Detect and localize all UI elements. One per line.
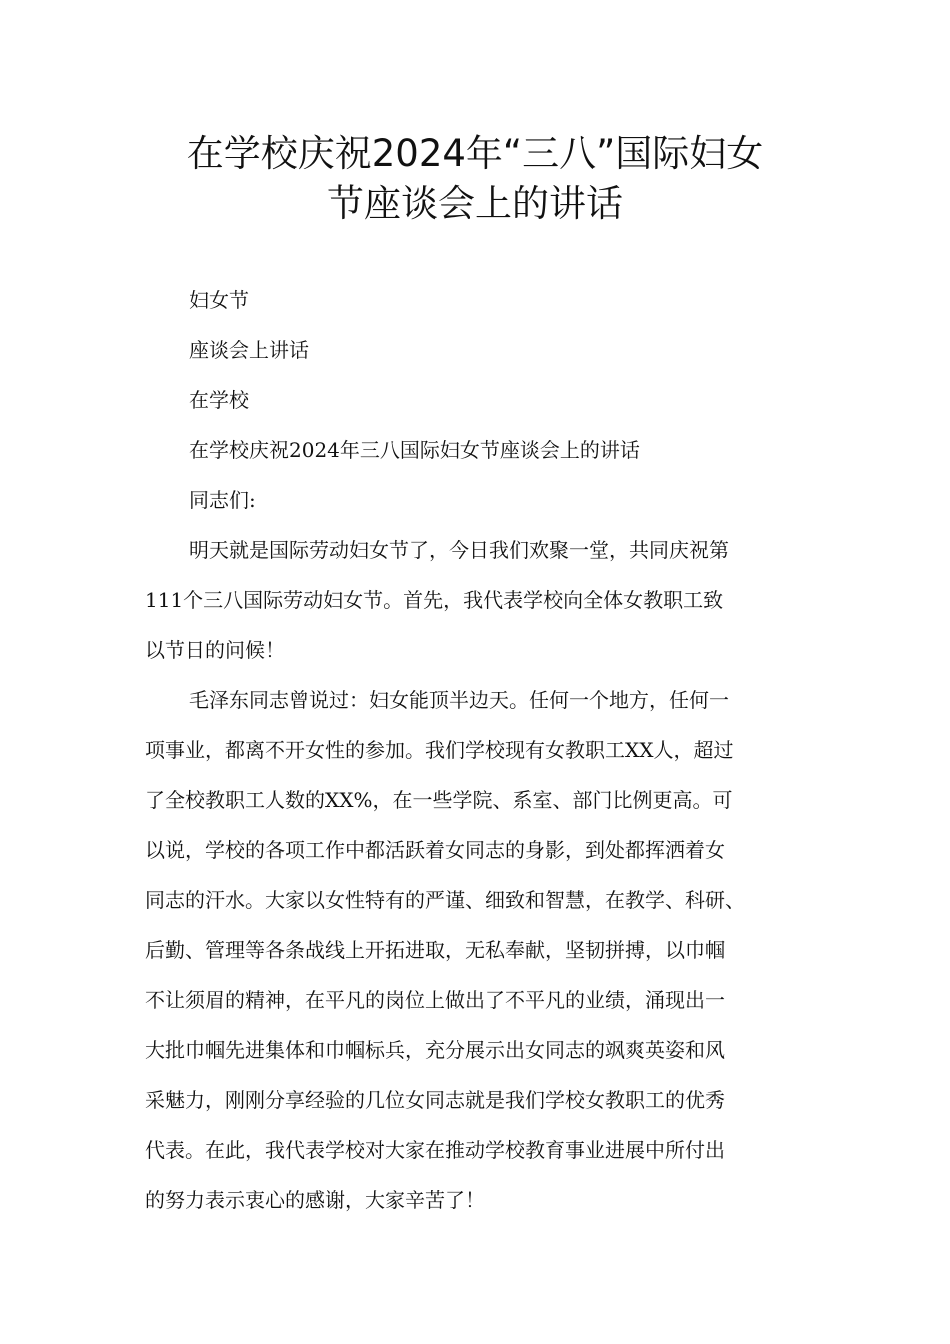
paragraph-line: 不让须眉的精神，在平凡的岗位上做出了不平凡的业绩，涌现出一 bbox=[145, 988, 725, 1012]
keyword-line: 在学校 bbox=[189, 388, 249, 412]
paragraph-line: 采魅力，刚刚分享经验的几位女同志就是我们学校女教职工的优秀 bbox=[145, 1088, 725, 1112]
keyword-line: 妇女节 bbox=[189, 288, 249, 312]
paragraph-line: 代表。在此，我代表学校对大家在推动学校教育事业进展中所付出 bbox=[145, 1138, 725, 1162]
paragraph-line: 以说，学校的各项工作中都活跃着女同志的身影，到处都挥洒着女 bbox=[145, 838, 725, 862]
keyword-line: 在学校庆祝2024年三八国际妇女节座谈会上的讲话 bbox=[189, 438, 640, 462]
paragraph-line: 毛泽东同志曾说过：妇女能顶半边天。任何一个地方，任何一 bbox=[189, 688, 729, 712]
paragraph-line: 明天就是国际劳动妇女节了，今日我们欢聚一堂，共同庆祝第 bbox=[189, 538, 729, 562]
paragraph-line: 了全校教职工人数的XX%，在一些学院、系室、部门比例更高。可 bbox=[145, 788, 733, 812]
paragraph-line: 以节日的问候！ bbox=[145, 638, 285, 662]
document-title-line-2: 节座谈会上的讲话 bbox=[327, 182, 623, 225]
document-title-line-1: 在学校庆祝2024年“三八”国际妇女 bbox=[186, 132, 764, 175]
paragraph-line: 111个三八国际劳动妇女节。首先，我代表学校向全体女教职工致 bbox=[145, 588, 724, 612]
salutation: 同志们: bbox=[189, 488, 256, 512]
paragraph-line: 同志的汗水。大家以女性特有的严谨、细致和智慧，在教学、科研、 bbox=[145, 888, 745, 912]
keyword-line: 座谈会上讲话 bbox=[189, 338, 309, 362]
paragraph-line: 大批巾帼先进集体和巾帼标兵，充分展示出女同志的飒爽英姿和风 bbox=[145, 1038, 725, 1062]
paragraph-line: 后勤、管理等各条战线上开拓进取，无私奉献，坚韧拼搏，以巾帼 bbox=[145, 938, 725, 962]
paragraph-line: 项事业，都离不开女性的参加。我们学校现有女教职工XX人，超过 bbox=[145, 738, 734, 762]
paragraph-line: 的努力表示衷心的感谢，大家辛苦了！ bbox=[145, 1188, 485, 1212]
